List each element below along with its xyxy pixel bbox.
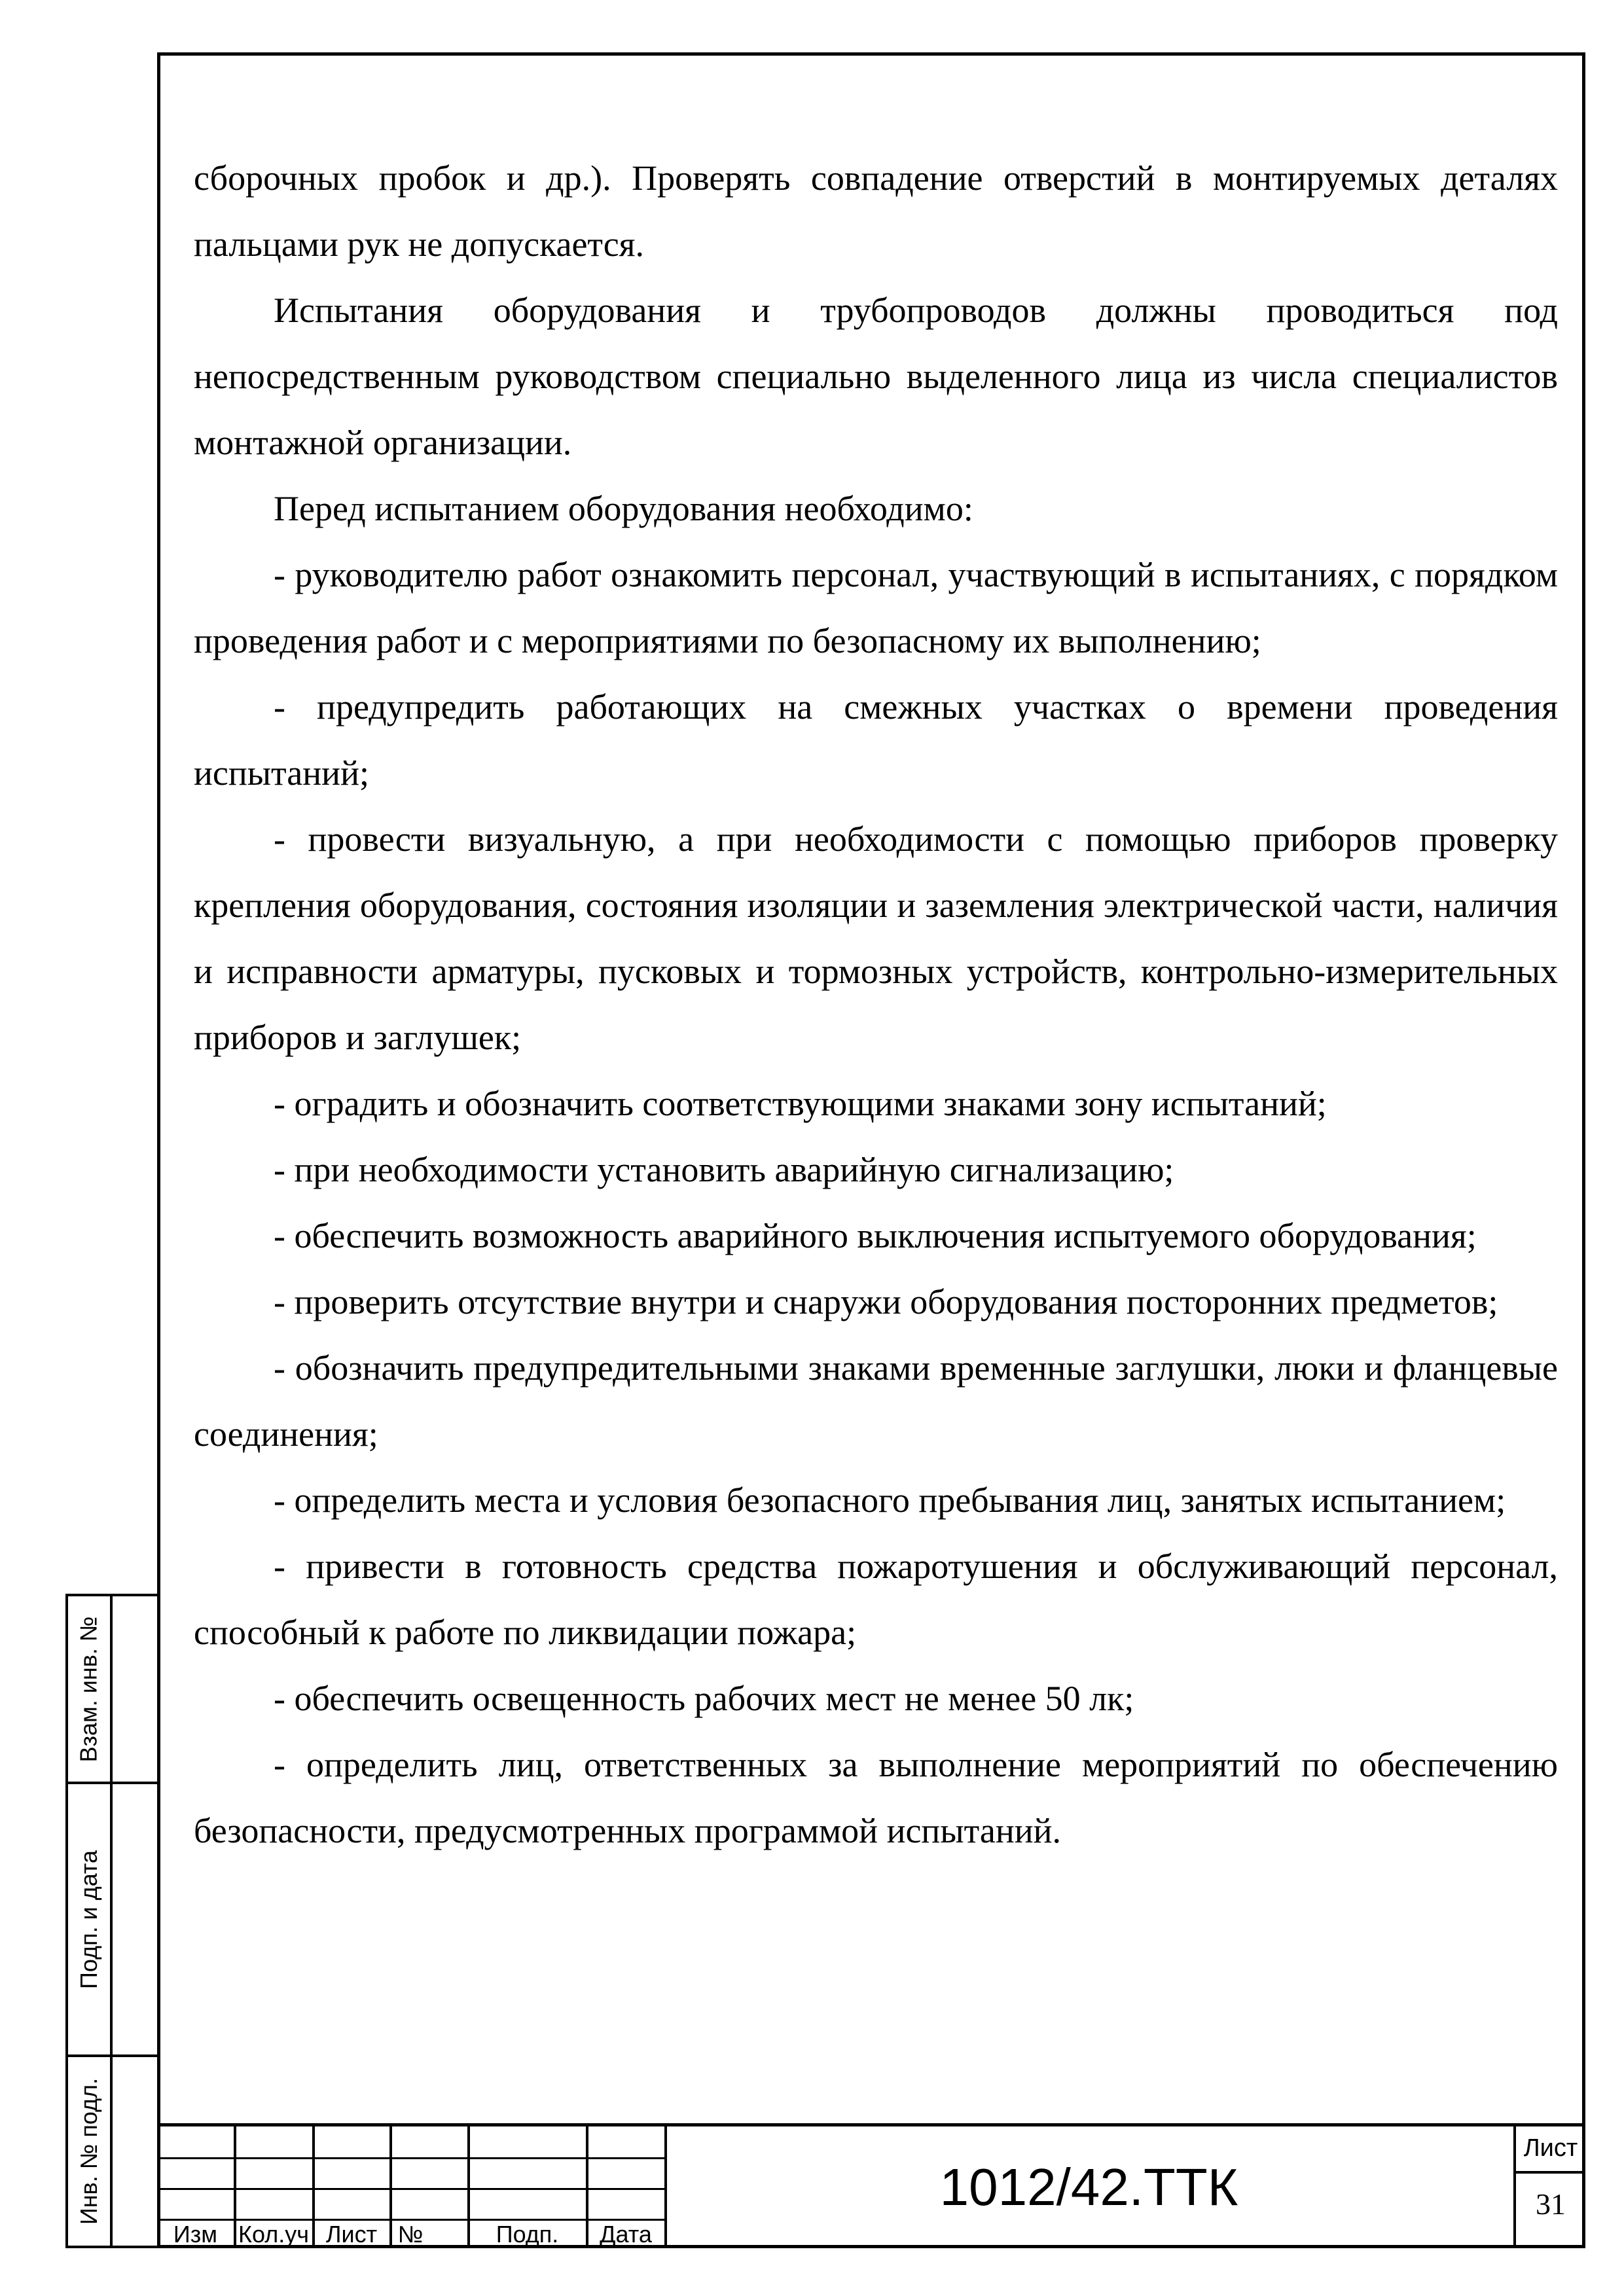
list-item: - при необходимости установить аварийную сигнализацию; (274, 1150, 1174, 1189)
list-item: - руководителю работ ознакомить персонал, участвующий в испытаниях, с порядком проведения работ и с мероприятиями по безопасному их выполнению; (194, 555, 1558, 660)
list-item: - обеспечить возможность аварийного выключения испытуемого оборудования; (274, 1216, 1477, 1255)
header-signature: Подп. (496, 2221, 559, 2248)
list-item: - определить места и условия безопасного пребывания лиц, занятых испытанием; (274, 1480, 1506, 1520)
list-item: - предупредить работающих на смежных участках о времени проведения испытаний; (194, 687, 1558, 793)
stamp-label: Инв. № подл. (75, 2077, 102, 2225)
header-date: Дата (600, 2221, 652, 2248)
header-change: Изм (173, 2221, 218, 2248)
header-sheet: Лист (325, 2221, 378, 2248)
stamp-cell-signature-date (65, 1782, 157, 2057)
paragraph: сборочных пробок и др.). Проверять совпадение отверстий в монтируемых деталях пальцами рук не допускается. (194, 158, 1558, 264)
paragraph: Перед испытанием оборудования необходимо: (274, 489, 973, 528)
paragraph: Испытания оборудования и трубопроводов должны проводиться под непосредственным руководством специально выделенного лица из числа специалистов монтажной организации. (194, 291, 1558, 462)
title-block (157, 2123, 1585, 2248)
list-item: - определить лиц, ответственных за выполнение мероприятий по обеспечению безопасности, предусмотренных программой испытаний. (194, 1745, 1558, 1850)
sheet-box (1513, 2126, 1585, 2248)
document-body (194, 145, 1558, 1864)
list-item: - проверить отсутствие внутри и снаружи оборудования посторонних предметов; (274, 1282, 1498, 1321)
sheet-number: 31 (1536, 2187, 1566, 2221)
header-count: Кол.уч (238, 2221, 309, 2248)
list-item: - обозначить предупредительными знаками временные заглушки, люки и фланцевые соединения; (194, 1348, 1558, 1454)
list-item: - оградить и обозначить соответствующими знаками зону испытаний; (274, 1084, 1327, 1123)
stamp-cell-original-inventory (65, 2054, 157, 2248)
revision-table (157, 2126, 664, 2248)
stamp-label: Подп. и дата (75, 1850, 102, 1989)
list-item: - привести в готовность средства пожаротушения и обслуживающий персонал, способный к работе по ликвидации пожара; (194, 1547, 1558, 1652)
sheet-label: Лист (1523, 2134, 1578, 2162)
header-doc-number: № (397, 2221, 424, 2248)
side-stamp (65, 1594, 157, 2248)
list-item: - обеспечить освещенность рабочих мест не менее 50 лк; (274, 1679, 1134, 1718)
stamp-label: Взам. инв. № (75, 1615, 102, 1763)
document-code: 1012/42.ТТК (939, 2158, 1238, 2216)
stamp-cell-replacement-inventory (65, 1594, 157, 1784)
list-item: - провести визуальную, а при необходимости с помощью приборов проверку крепления оборудования, состояния изоляции и заземления электрической части, наличия и исправности арматуры, пусковых и тормозных устройств, контрольно-измерительных приборов и заглушек; (194, 819, 1558, 1057)
